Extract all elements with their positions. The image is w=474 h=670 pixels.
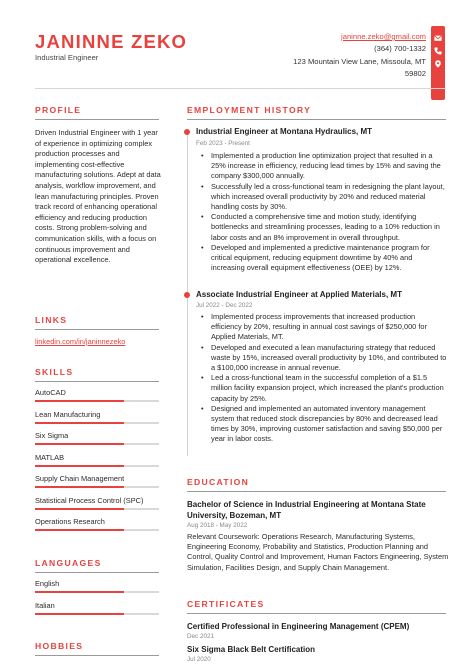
skill-label: AutoCAD: [35, 388, 66, 397]
skill-level-bar: [35, 529, 159, 531]
bullet-item: • Led a cross-functional team in the successful completion of a $1.5 million facility expansion project, which increased the plant's production capacity by 25%.: [200, 373, 447, 404]
links-heading: LINKS: [35, 315, 68, 325]
employment-heading: EMPLOYMENT HISTORY: [187, 105, 312, 115]
skill-label: Lean Manufacturing: [35, 409, 101, 419]
skill-level-fill: [35, 465, 124, 467]
certificate-date: Dec 2021: [187, 633, 214, 640]
bullet-item: • Developed and executed a lean manufacturing strategy that reduced waste by 15%, increased overall productivity by 10%, and contributed to a $100,000 increase in annual revenue.: [200, 343, 447, 374]
address-line-2: 59802: [404, 68, 426, 78]
education-details: Relevant Coursework: Operations Research, Manufacturing Systems, Engineering Economy, Probability and Statistics, Production Planning and Control, Quality Control and Improvement, Human Factors Engineering, System Simulation, Facilities Design, and Supply Chain Management.: [187, 532, 449, 572]
bullet-item: • Implemented a production line optimization project that resulted in a 25% increase in efficiency, reducing lead times by 15% and saving the company $300,000 annually.: [200, 151, 447, 182]
contact-block: [293, 31, 426, 80]
skill-level-fill: [35, 486, 124, 488]
candidate-name: JANINNE ZEKO: [35, 31, 188, 52]
skills-heading: SKILLS: [35, 367, 74, 377]
languages-heading: LANGUAGES: [35, 558, 102, 568]
certificate-name: Certified Professional in Engineering Management (CPEM): [187, 622, 410, 631]
skill-level-fill: [35, 443, 124, 445]
envelope-icon: [431, 32, 445, 44]
timeline-dot: [184, 129, 190, 135]
skill-row: [35, 579, 159, 588]
skill-label: MATLAB: [35, 452, 65, 462]
degree-date: Aug 2018 - May 2022: [187, 522, 248, 529]
skill-row: [35, 431, 159, 440]
links-rule: [35, 329, 159, 330]
bullet-item: • Successfully led a cross-functional team in redesigning the plant layout, which increased overall productivity by 20% and reduced material handling costs by 30%.: [200, 182, 447, 213]
skill-level-bar: [35, 508, 159, 510]
degree-title: Bachelor of Science in Industrial Engineering at Montana State University, Bozeman, MT: [187, 500, 426, 520]
education-heading: EDUCATION: [187, 477, 250, 487]
phone-number: (364) 700-1332: [374, 44, 426, 54]
skill-row: [35, 517, 159, 526]
skill-label: English: [35, 579, 60, 588]
skill-level-fill: [35, 422, 124, 424]
skill-row: [35, 601, 159, 610]
linkedin-link[interactable]: linkedin.com/in/janinnezeko: [35, 337, 126, 346]
job-title: Industrial Engineer at Montana Hydraulics, MT: [196, 127, 373, 136]
skill-level-bar: [35, 486, 159, 488]
profile-rule: [35, 119, 159, 120]
bullet-item: • Developed and implemented a predictive maintenance program for critical equipment, reducing equipment downtime by 40% and increasing overall equipment effectiveness (OEE) by 12%.: [200, 243, 447, 274]
skill-level-bar: [35, 591, 159, 593]
skill-label: Supply Chain Management: [35, 474, 125, 483]
email-link[interactable]: janinne.zeko@gmail.com: [341, 32, 426, 41]
job-date: Jul 2022 - Dec 2022: [196, 302, 253, 309]
skill-level-bar: [35, 443, 159, 445]
bullet-item: • Implemented process improvements that increased production efficiency by 20%, resulting in annual cost savings of $250,000 for Applied Materials, MT.: [200, 312, 447, 343]
skill-level-fill: [35, 591, 124, 593]
skill-label: Operations Research: [35, 517, 105, 526]
address-line-1: 123 Mountain View Lane, Missoula, MT: [293, 56, 426, 66]
profile-heading: PROFILE: [35, 105, 82, 115]
header-divider: [35, 88, 446, 89]
education-rule: [187, 491, 446, 492]
certificate-date: Jul 2020: [187, 656, 211, 663]
skill-level-bar: [35, 613, 159, 615]
job-date: Feb 2023 - Present: [196, 140, 250, 147]
job-bullets: [200, 312, 447, 445]
bullet-item: • Conducted a comprehensive time and motion study, identifying bottlenecks and streamlining processes, leading to a 10% reduction in labor costs and an 8% improvement in overall throughput.: [200, 212, 447, 243]
skill-level-fill: [35, 529, 124, 531]
map-pin-icon: [431, 58, 445, 70]
skill-row: [35, 388, 159, 397]
certificate-name: Six Sigma Black Belt Certification: [187, 645, 316, 654]
skill-row: [35, 474, 159, 483]
timeline-dot: [184, 292, 190, 298]
skill-row: [35, 453, 159, 462]
skill-level-fill: [35, 400, 124, 402]
phone-icon: [431, 45, 445, 57]
skill-level-fill: [35, 508, 124, 510]
skills-rule: [35, 381, 159, 382]
hobbies-rule: [35, 655, 159, 656]
skill-label: Statistical Process Control (SPC): [35, 495, 144, 505]
employment-rule: [187, 119, 446, 120]
skill-label: Italian: [35, 600, 55, 610]
job-title: Associate Industrial Engineer at Applied Materials, MT: [196, 290, 402, 299]
certificates-heading: CERTIFICATES: [187, 599, 265, 609]
certificates-rule: [187, 613, 446, 614]
bullet-item: • Designed and implemented an automated inventory management system that reduced stock discrepancies by 80% and decreased lead times by 30%, improving customer satisfaction and saving $50,000 per year in labor costs.: [200, 404, 447, 445]
skill-level-bar: [35, 465, 159, 467]
skill-row: [35, 496, 159, 505]
skill-level-fill: [35, 613, 124, 615]
skill-label: Six Sigma: [35, 431, 69, 440]
skill-level-bar: [35, 400, 159, 402]
skill-row: [35, 410, 159, 419]
candidate-role: Industrial Engineer: [35, 53, 99, 62]
profile-summary: Driven Industrial Engineer with 1 year of experience in optimizing complex production processes and implementing cost-effective manufacturing solutions. Adept at data analysis, workflow improvement, and lean manufacturing principles. Proven track record of enhancing operational efficiency and reducing production costs. Strong problem-solving and communication skills, with a focus on continuous improvement and operational excellence.: [35, 128, 161, 265]
job-bullets: [200, 151, 447, 273]
skill-level-bar: [35, 422, 159, 424]
hobbies-heading: HOBBIES: [35, 641, 84, 651]
languages-rule: [35, 572, 159, 573]
